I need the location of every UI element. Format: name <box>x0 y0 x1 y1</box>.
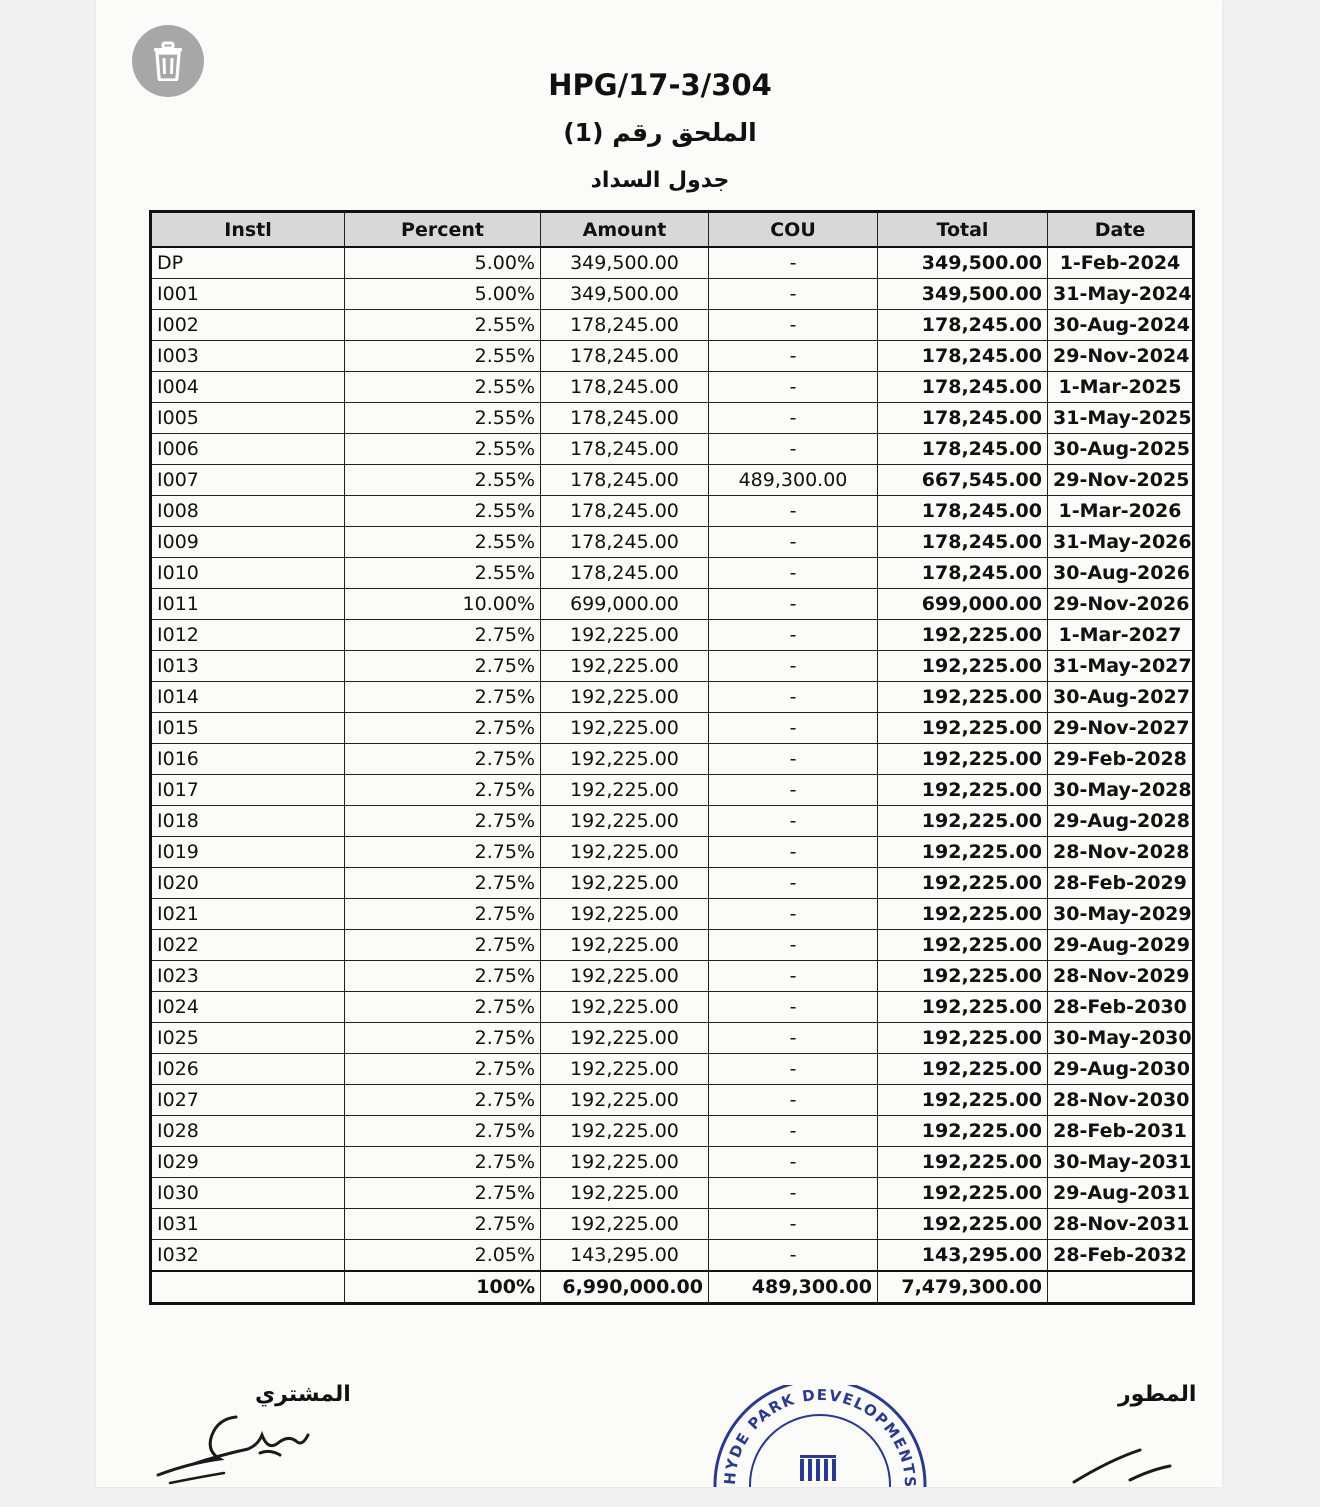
payment-schedule-table <box>149 210 1195 1305</box>
table-row <box>151 1116 1194 1147</box>
total-cell: 192,225.00 <box>878 1085 1048 1116</box>
amount-cell: 178,245.00 <box>541 341 709 372</box>
percent-cell: 2.75% <box>345 1023 541 1054</box>
table-row <box>151 341 1194 372</box>
percent-cell: 2.75% <box>345 1209 541 1240</box>
table-row <box>151 1178 1194 1209</box>
cou-cell: - <box>709 527 878 558</box>
cou-cell: - <box>709 279 878 310</box>
percent-cell: 2.55% <box>345 558 541 589</box>
instl-cell: I019 <box>151 837 345 868</box>
total-cell: 192,225.00 <box>878 775 1048 806</box>
amount-cell: 178,245.00 <box>541 372 709 403</box>
percent-cell: 2.75% <box>345 837 541 868</box>
total-cell: 192,225.00 <box>878 1023 1048 1054</box>
date-cell: 30-May-2029 <box>1048 899 1194 930</box>
percent-cell: 2.75% <box>345 1085 541 1116</box>
table-row <box>151 465 1194 496</box>
total-cell: 192,225.00 <box>878 1147 1048 1178</box>
totals-cou: 489,300.00 <box>709 1271 878 1304</box>
instl-cell: I002 <box>151 310 345 341</box>
stamp-text: HYDE PARK DEVELOPMENTS <box>720 1385 920 1487</box>
date-cell: 1-Mar-2025 <box>1048 372 1194 403</box>
percent-cell: 2.75% <box>345 899 541 930</box>
date-cell: 29-Aug-2028 <box>1048 806 1194 837</box>
percent-cell: 2.75% <box>345 806 541 837</box>
instl-cell: I017 <box>151 775 345 806</box>
cou-cell: - <box>709 247 878 279</box>
total-cell: 192,225.00 <box>878 806 1048 837</box>
instl-cell: I024 <box>151 992 345 1023</box>
cou-cell: - <box>709 1116 878 1147</box>
date-cell: 28-Nov-2031 <box>1048 1209 1194 1240</box>
header-percent: Percent <box>345 212 541 248</box>
percent-cell: 2.75% <box>345 961 541 992</box>
totals-percent: 100% <box>345 1271 541 1304</box>
cou-cell: - <box>709 496 878 527</box>
developer-signature <box>1070 1440 1180 1485</box>
table-row <box>151 589 1194 620</box>
date-cell: 30-May-2028 <box>1048 775 1194 806</box>
percent-cell: 2.75% <box>345 682 541 713</box>
total-cell: 143,295.00 <box>878 1240 1048 1272</box>
total-cell: 192,225.00 <box>878 899 1048 930</box>
date-cell: 29-Nov-2025 <box>1048 465 1194 496</box>
amount-cell: 699,000.00 <box>541 589 709 620</box>
instl-cell: I009 <box>151 527 345 558</box>
developer-label: المطور <box>1118 1382 1197 1407</box>
percent-cell: 2.75% <box>345 1116 541 1147</box>
table-row <box>151 868 1194 899</box>
date-cell: 31-May-2026 <box>1048 527 1194 558</box>
percent-cell: 2.75% <box>345 744 541 775</box>
table-row <box>151 620 1194 651</box>
percent-cell: 2.75% <box>345 868 541 899</box>
percent-cell: 2.75% <box>345 930 541 961</box>
date-cell: 28-Nov-2029 <box>1048 961 1194 992</box>
amount-cell: 192,225.00 <box>541 806 709 837</box>
cou-cell: - <box>709 434 878 465</box>
amount-cell: 192,225.00 <box>541 837 709 868</box>
instl-cell: I001 <box>151 279 345 310</box>
table-row <box>151 1054 1194 1085</box>
cou-cell: - <box>709 1209 878 1240</box>
amount-cell: 192,225.00 <box>541 651 709 682</box>
total-cell: 192,225.00 <box>878 930 1048 961</box>
table-header-row <box>151 212 1194 248</box>
table-row <box>151 713 1194 744</box>
total-cell: 192,225.00 <box>878 682 1048 713</box>
date-cell: 30-May-2030 <box>1048 1023 1194 1054</box>
totals-date <box>1048 1271 1194 1304</box>
amount-cell: 192,225.00 <box>541 1178 709 1209</box>
instl-cell: I027 <box>151 1085 345 1116</box>
percent-cell: 5.00% <box>345 279 541 310</box>
instl-cell: I028 <box>151 1116 345 1147</box>
table-row <box>151 1023 1194 1054</box>
total-cell: 192,225.00 <box>878 1178 1048 1209</box>
date-cell: 30-Aug-2027 <box>1048 682 1194 713</box>
totals-label <box>151 1271 345 1304</box>
total-cell: 349,500.00 <box>878 247 1048 279</box>
cou-cell: - <box>709 1023 878 1054</box>
table-row <box>151 961 1194 992</box>
instl-cell: I020 <box>151 868 345 899</box>
cou-cell: - <box>709 868 878 899</box>
instl-cell: I003 <box>151 341 345 372</box>
total-cell: 667,545.00 <box>878 465 1048 496</box>
date-cell: 28-Nov-2030 <box>1048 1085 1194 1116</box>
total-cell: 192,225.00 <box>878 1054 1048 1085</box>
total-cell: 349,500.00 <box>878 279 1048 310</box>
date-cell: 30-Aug-2026 <box>1048 558 1194 589</box>
percent-cell: 2.75% <box>345 1178 541 1209</box>
cou-cell: - <box>709 1240 878 1272</box>
percent-cell: 2.75% <box>345 651 541 682</box>
total-cell: 192,225.00 <box>878 868 1048 899</box>
total-cell: 192,225.00 <box>878 992 1048 1023</box>
percent-cell: 5.00% <box>345 247 541 279</box>
instl-cell: I015 <box>151 713 345 744</box>
totals-amount: 6,990,000.00 <box>541 1271 709 1304</box>
amount-cell: 143,295.00 <box>541 1240 709 1272</box>
cou-cell: - <box>709 713 878 744</box>
document-reference: HPG/17-3/304 <box>548 68 772 102</box>
table-row <box>151 651 1194 682</box>
amount-cell: 178,245.00 <box>541 496 709 527</box>
instl-cell: I004 <box>151 372 345 403</box>
date-cell: 28-Feb-2029 <box>1048 868 1194 899</box>
total-cell: 192,225.00 <box>878 744 1048 775</box>
percent-cell: 2.75% <box>345 620 541 651</box>
instl-cell: I008 <box>151 496 345 527</box>
table-row <box>151 279 1194 310</box>
amount-cell: 192,225.00 <box>541 1023 709 1054</box>
cou-cell: - <box>709 1147 878 1178</box>
cou-cell: - <box>709 341 878 372</box>
total-cell: 178,245.00 <box>878 310 1048 341</box>
date-cell: 30-Aug-2024 <box>1048 310 1194 341</box>
cou-cell: - <box>709 992 878 1023</box>
amount-cell: 192,225.00 <box>541 775 709 806</box>
cou-cell: - <box>709 589 878 620</box>
cou-cell: - <box>709 558 878 589</box>
total-cell: 178,245.00 <box>878 372 1048 403</box>
table-row <box>151 899 1194 930</box>
percent-cell: 2.55% <box>345 403 541 434</box>
date-cell: 29-Aug-2029 <box>1048 930 1194 961</box>
totals-total: 7,479,300.00 <box>878 1271 1048 1304</box>
percent-cell: 2.55% <box>345 310 541 341</box>
date-cell: 29-Nov-2026 <box>1048 589 1194 620</box>
table-row <box>151 775 1194 806</box>
instl-cell: I021 <box>151 899 345 930</box>
amount-cell: 349,500.00 <box>541 247 709 279</box>
table-row <box>151 310 1194 341</box>
total-cell: 192,225.00 <box>878 961 1048 992</box>
amount-cell: 192,225.00 <box>541 1085 709 1116</box>
instl-cell: I025 <box>151 1023 345 1054</box>
amount-cell: 192,225.00 <box>541 961 709 992</box>
buyer-signature <box>150 1405 320 1485</box>
total-cell: 192,225.00 <box>878 1116 1048 1147</box>
date-cell: 1-Mar-2027 <box>1048 620 1194 651</box>
table-row <box>151 434 1194 465</box>
table-row <box>151 1147 1194 1178</box>
instl-cell: I006 <box>151 434 345 465</box>
amount-cell: 192,225.00 <box>541 1116 709 1147</box>
total-cell: 192,225.00 <box>878 620 1048 651</box>
cou-cell: - <box>709 372 878 403</box>
amount-cell: 178,245.00 <box>541 465 709 496</box>
instl-cell: I014 <box>151 682 345 713</box>
table-row <box>151 1240 1194 1272</box>
instl-cell: I011 <box>151 589 345 620</box>
amount-cell: 192,225.00 <box>541 1147 709 1178</box>
table-row <box>151 930 1194 961</box>
percent-cell: 2.75% <box>345 992 541 1023</box>
table-row <box>151 806 1194 837</box>
instl-cell: I031 <box>151 1209 345 1240</box>
cou-cell: - <box>709 1178 878 1209</box>
table-row <box>151 403 1194 434</box>
date-cell: 29-Aug-2031 <box>1048 1178 1194 1209</box>
date-cell: 29-Aug-2030 <box>1048 1054 1194 1085</box>
instl-cell: I010 <box>151 558 345 589</box>
percent-cell: 2.75% <box>345 775 541 806</box>
percent-cell: 2.55% <box>345 465 541 496</box>
amount-cell: 192,225.00 <box>541 930 709 961</box>
table-row <box>151 372 1194 403</box>
date-cell: 28-Feb-2032 <box>1048 1240 1194 1272</box>
instl-cell: I022 <box>151 930 345 961</box>
date-cell: 30-Aug-2025 <box>1048 434 1194 465</box>
amount-cell: 178,245.00 <box>541 310 709 341</box>
amount-cell: 192,225.00 <box>541 744 709 775</box>
table-row <box>151 496 1194 527</box>
table-row <box>151 992 1194 1023</box>
total-cell: 178,245.00 <box>878 434 1048 465</box>
cou-cell: - <box>709 775 878 806</box>
date-cell: 28-Feb-2031 <box>1048 1116 1194 1147</box>
amount-cell: 192,225.00 <box>541 1209 709 1240</box>
date-cell: 31-May-2027 <box>1048 651 1194 682</box>
total-cell: 178,245.00 <box>878 341 1048 372</box>
amount-cell: 192,225.00 <box>541 868 709 899</box>
total-cell: 178,245.00 <box>878 403 1048 434</box>
table-row <box>151 247 1194 279</box>
table-row <box>151 1085 1194 1116</box>
amount-cell: 192,225.00 <box>541 682 709 713</box>
total-cell: 178,245.00 <box>878 496 1048 527</box>
table-row <box>151 558 1194 589</box>
cou-cell: - <box>709 403 878 434</box>
amount-cell: 178,245.00 <box>541 434 709 465</box>
header-amount: Amount <box>541 212 709 248</box>
totals-row <box>151 1271 1194 1304</box>
cou-cell: - <box>709 930 878 961</box>
percent-cell: 2.75% <box>345 1054 541 1085</box>
total-cell: 192,225.00 <box>878 651 1048 682</box>
percent-cell: 2.75% <box>345 1147 541 1178</box>
instl-cell: I030 <box>151 1178 345 1209</box>
header-instl: Instl <box>151 212 345 248</box>
percent-cell: 10.00% <box>345 589 541 620</box>
cou-cell: - <box>709 806 878 837</box>
amount-cell: 178,245.00 <box>541 527 709 558</box>
amount-cell: 192,225.00 <box>541 1054 709 1085</box>
header-cou: COU <box>709 212 878 248</box>
date-cell: 1-Mar-2026 <box>1048 496 1194 527</box>
total-cell: 699,000.00 <box>878 589 1048 620</box>
instl-cell: I007 <box>151 465 345 496</box>
amount-cell: 178,245.00 <box>541 403 709 434</box>
percent-cell: 2.55% <box>345 434 541 465</box>
percent-cell: 2.05% <box>345 1240 541 1272</box>
date-cell: 28-Feb-2030 <box>1048 992 1194 1023</box>
date-cell: 31-May-2024 <box>1048 279 1194 310</box>
cou-cell: - <box>709 744 878 775</box>
instl-cell: I032 <box>151 1240 345 1272</box>
buyer-label: المشتري <box>255 1382 351 1407</box>
header-total: Total <box>878 212 1048 248</box>
instl-cell: I018 <box>151 806 345 837</box>
percent-cell: 2.55% <box>345 496 541 527</box>
percent-cell: 2.55% <box>345 527 541 558</box>
percent-cell: 2.75% <box>345 713 541 744</box>
total-cell: 192,225.00 <box>878 837 1048 868</box>
cou-cell: - <box>709 961 878 992</box>
cou-cell: 489,300.00 <box>709 465 878 496</box>
instl-cell: I005 <box>151 403 345 434</box>
annex-title: الملحق رقم (1) <box>563 118 757 147</box>
header-date: Date <box>1048 212 1194 248</box>
total-cell: 192,225.00 <box>878 713 1048 744</box>
table-row <box>151 682 1194 713</box>
date-cell: 28-Nov-2028 <box>1048 837 1194 868</box>
date-cell: 29-Nov-2024 <box>1048 341 1194 372</box>
table-row <box>151 744 1194 775</box>
date-cell: 29-Feb-2028 <box>1048 744 1194 775</box>
table-row <box>151 837 1194 868</box>
instl-cell: I029 <box>151 1147 345 1178</box>
instl-cell: DP <box>151 247 345 279</box>
amount-cell: 192,225.00 <box>541 992 709 1023</box>
amount-cell: 349,500.00 <box>541 279 709 310</box>
developer-stamp <box>700 1385 940 1487</box>
cou-cell: - <box>709 899 878 930</box>
cou-cell: - <box>709 1085 878 1116</box>
instl-cell: I016 <box>151 744 345 775</box>
total-cell: 178,245.00 <box>878 558 1048 589</box>
cou-cell: - <box>709 651 878 682</box>
date-cell: 30-May-2031 <box>1048 1147 1194 1178</box>
table-row <box>151 527 1194 558</box>
instl-cell: I012 <box>151 620 345 651</box>
cou-cell: - <box>709 682 878 713</box>
date-cell: 29-Nov-2027 <box>1048 713 1194 744</box>
amount-cell: 178,245.00 <box>541 558 709 589</box>
total-cell: 192,225.00 <box>878 1209 1048 1240</box>
table-row <box>151 1209 1194 1240</box>
date-cell: 1-Feb-2024 <box>1048 247 1194 279</box>
instl-cell: I013 <box>151 651 345 682</box>
cou-cell: - <box>709 837 878 868</box>
cou-cell: - <box>709 1054 878 1085</box>
instl-cell: I026 <box>151 1054 345 1085</box>
schedule-title: جدول السداد <box>590 168 730 193</box>
total-cell: 178,245.00 <box>878 527 1048 558</box>
amount-cell: 192,225.00 <box>541 620 709 651</box>
cou-cell: - <box>709 620 878 651</box>
amount-cell: 192,225.00 <box>541 899 709 930</box>
percent-cell: 2.55% <box>345 372 541 403</box>
date-cell: 31-May-2025 <box>1048 403 1194 434</box>
instl-cell: I023 <box>151 961 345 992</box>
percent-cell: 2.55% <box>345 341 541 372</box>
amount-cell: 192,225.00 <box>541 713 709 744</box>
cou-cell: - <box>709 310 878 341</box>
